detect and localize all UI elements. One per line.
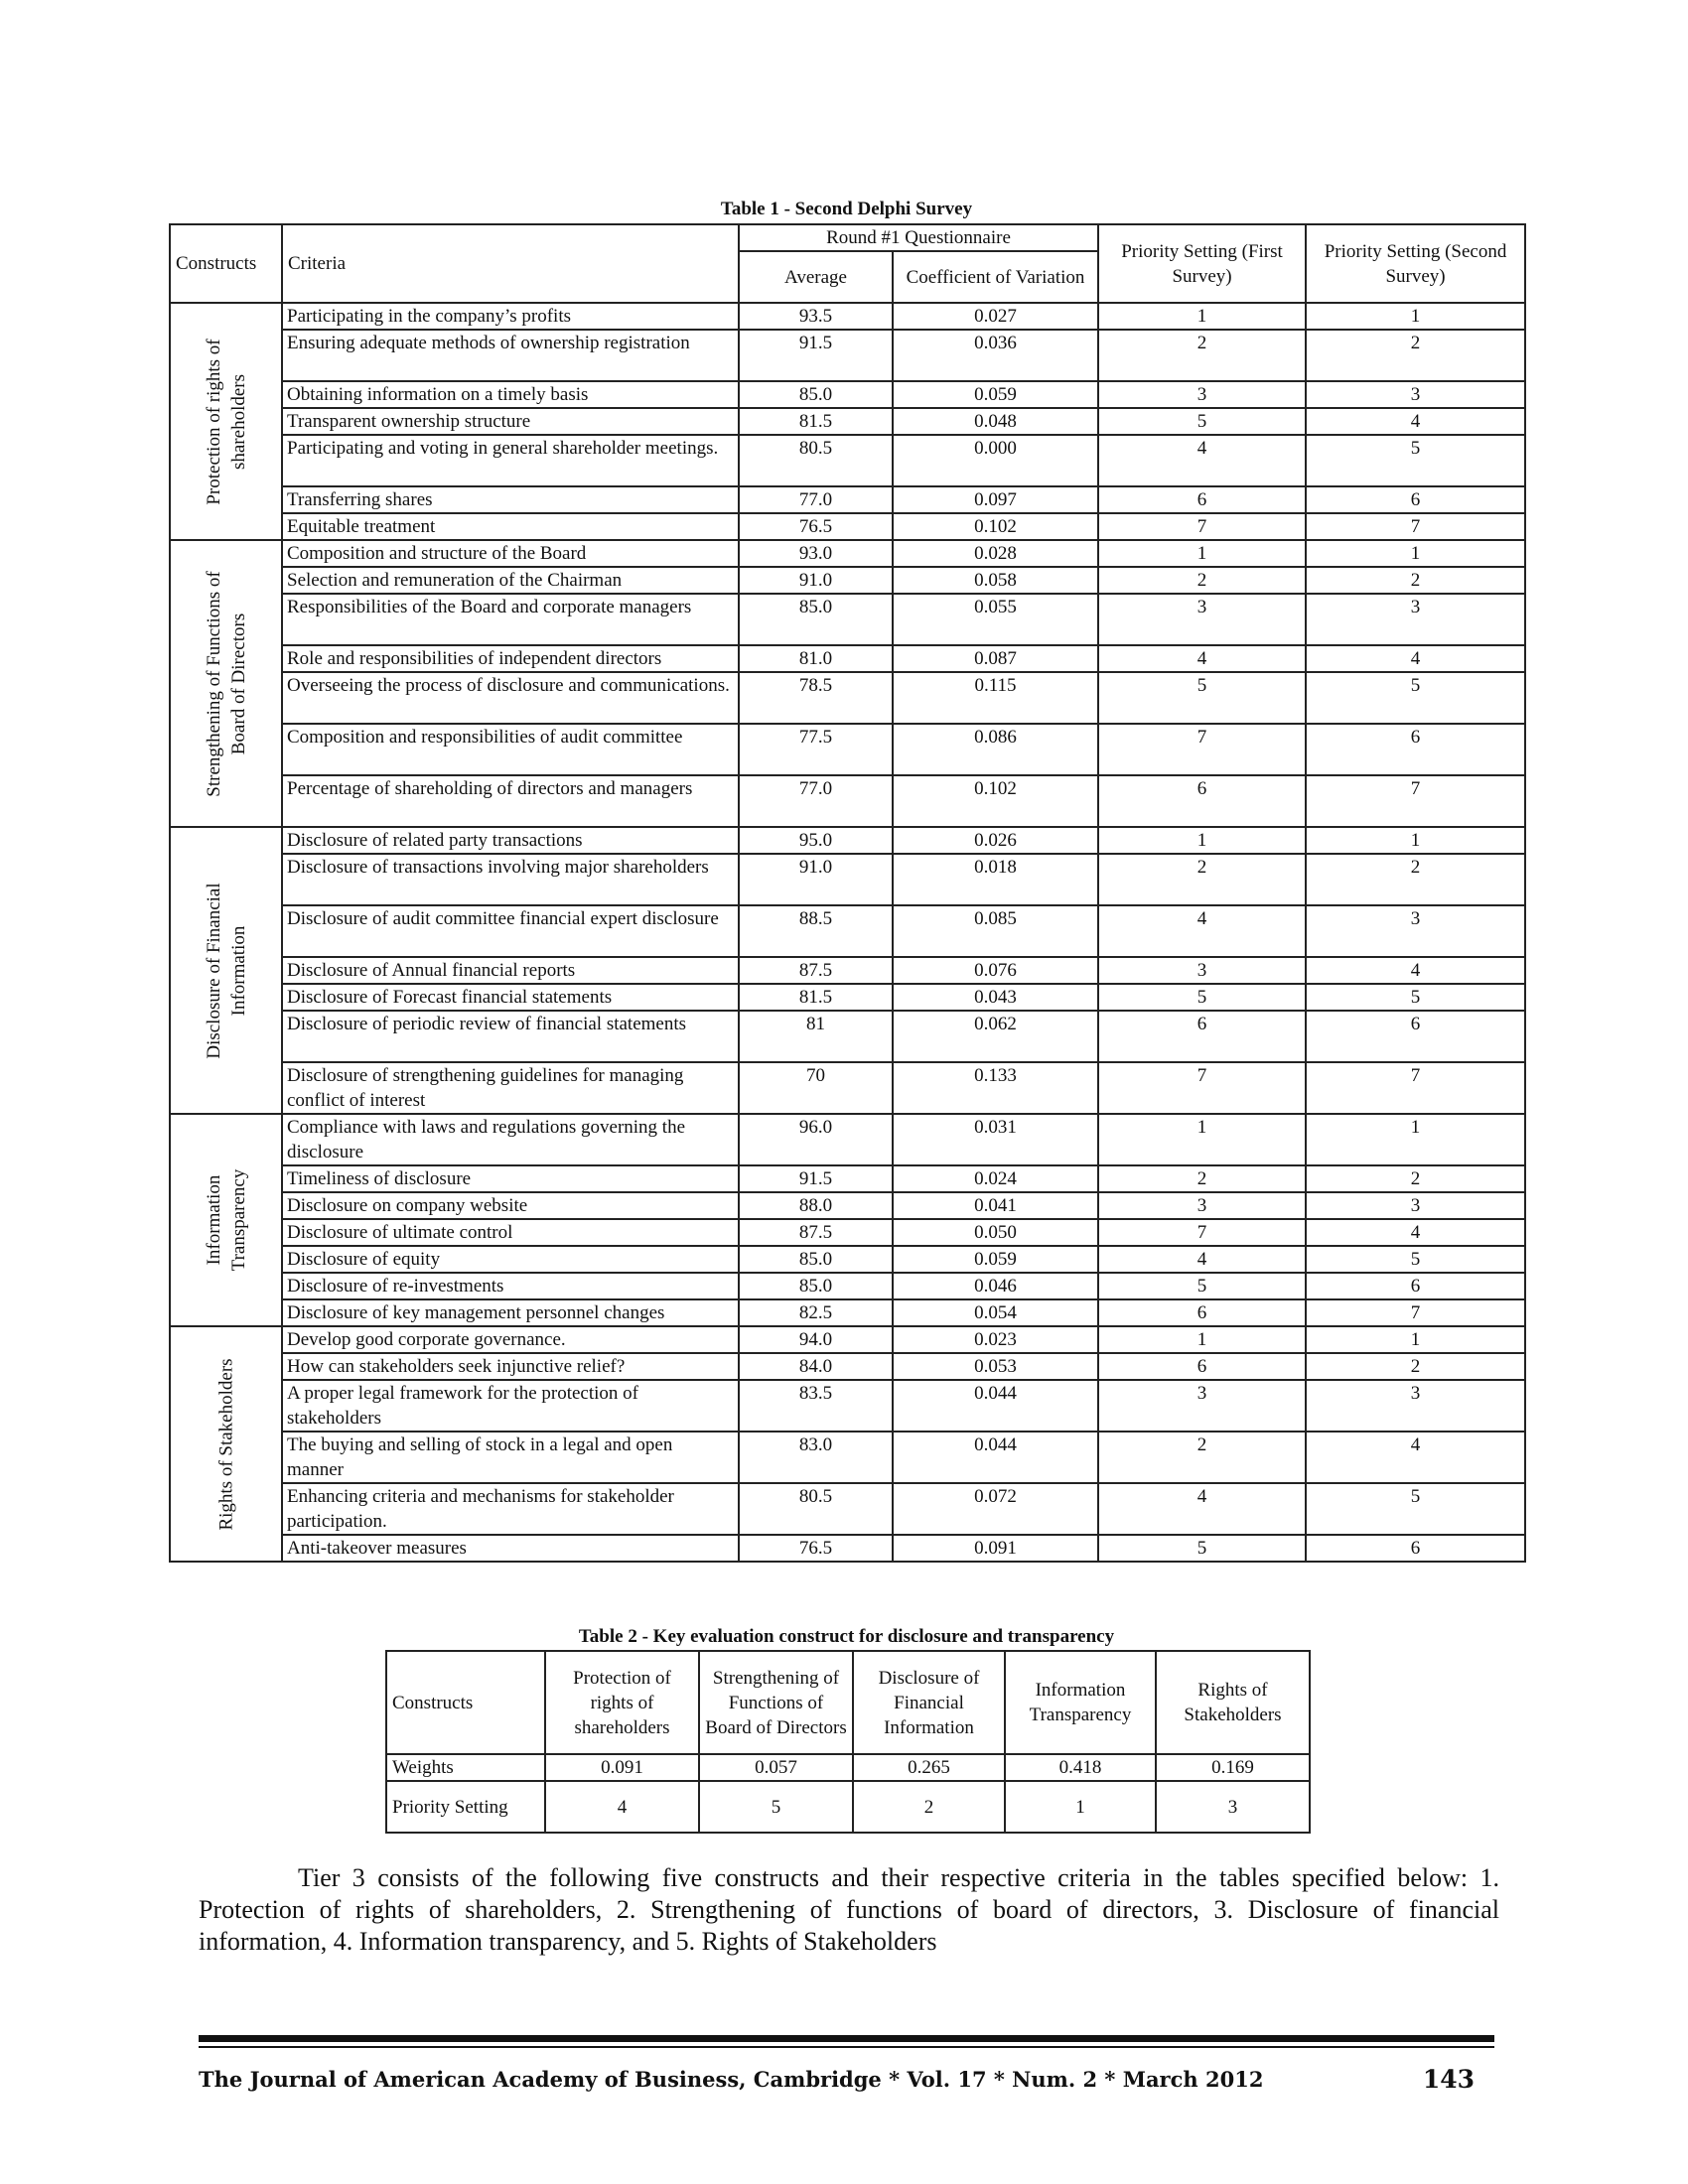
priority-second-cell: 2 xyxy=(1306,1165,1525,1192)
cv-cell: 0.058 xyxy=(893,567,1098,594)
table2-col-header: Protection of rights of shareholders xyxy=(545,1651,699,1754)
priority-second-cell: 6 xyxy=(1306,1535,1525,1562)
average-cell: 77.5 xyxy=(739,724,893,775)
cv-cell: 0.086 xyxy=(893,724,1098,775)
table-row xyxy=(170,1483,1525,1535)
criterion-cell: Disclosure of audit committee financial expert disclosure xyxy=(282,905,739,957)
priority-first-cell: 3 xyxy=(1098,1192,1306,1219)
priority-second-cell: 7 xyxy=(1306,775,1525,827)
table-row xyxy=(170,1165,1525,1192)
cv-cell: 0.048 xyxy=(893,408,1098,435)
header-constructs: Constructs xyxy=(170,224,282,303)
weight-value: 0.265 xyxy=(853,1754,1005,1781)
cv-cell: 0.102 xyxy=(893,513,1098,540)
priority-first-cell: 6 xyxy=(1098,775,1306,827)
priority-second-cell: 1 xyxy=(1306,1326,1525,1353)
priority-second-cell: 3 xyxy=(1306,1380,1525,1432)
table-row xyxy=(170,1273,1525,1299)
priority-second-cell: 5 xyxy=(1306,672,1525,724)
priority-first-cell: 2 xyxy=(1098,1165,1306,1192)
cv-cell: 0.041 xyxy=(893,1192,1098,1219)
priority-second-cell: 4 xyxy=(1306,957,1525,984)
cv-cell: 0.026 xyxy=(893,827,1098,854)
priority-first-cell: 4 xyxy=(1098,1246,1306,1273)
average-cell: 81.5 xyxy=(739,408,893,435)
priority-first-cell: 1 xyxy=(1098,1114,1306,1165)
criterion-cell: How can stakeholders seek injunctive relief? xyxy=(282,1353,739,1380)
average-cell: 96.0 xyxy=(739,1114,893,1165)
average-cell: 81 xyxy=(739,1011,893,1062)
key-evaluation-construct-table xyxy=(385,1650,1311,1834)
cv-cell: 0.024 xyxy=(893,1165,1098,1192)
criterion-cell: The buying and selling of stock in a legal and open manner xyxy=(282,1432,739,1483)
priority-value: 4 xyxy=(545,1781,699,1833)
priority-second-cell: 6 xyxy=(1306,486,1525,513)
priority-second-cell: 3 xyxy=(1306,1192,1525,1219)
table-row xyxy=(170,1326,1525,1353)
priority-second-cell: 6 xyxy=(1306,1011,1525,1062)
priority-first-cell: 1 xyxy=(1098,540,1306,567)
priority-first-cell: 5 xyxy=(1098,1273,1306,1299)
priority-second-cell: 5 xyxy=(1306,1483,1525,1535)
priority-first-cell: 7 xyxy=(1098,1219,1306,1246)
priority-first-cell: 3 xyxy=(1098,1380,1306,1432)
criterion-cell: Disclosure of related party transactions xyxy=(282,827,739,854)
table-row xyxy=(170,724,1525,775)
table-row xyxy=(170,645,1525,672)
header-criteria: Criteria xyxy=(282,224,739,303)
table-row xyxy=(170,827,1525,854)
average-cell: 85.0 xyxy=(739,381,893,408)
construct-label: Strengthening of Functions of Board of Directors xyxy=(203,570,249,797)
average-cell: 87.5 xyxy=(739,957,893,984)
priority-second-cell: 2 xyxy=(1306,330,1525,381)
cv-cell: 0.091 xyxy=(893,1535,1098,1562)
criterion-cell: Disclosure of Annual financial reports xyxy=(282,957,739,984)
criterion-cell: Disclosure of ultimate control xyxy=(282,1219,739,1246)
table-row xyxy=(170,957,1525,984)
cv-cell: 0.031 xyxy=(893,1114,1098,1165)
average-cell: 93.5 xyxy=(739,303,893,330)
priority-first-cell: 1 xyxy=(1098,303,1306,330)
cv-cell: 0.018 xyxy=(893,854,1098,905)
priority-first-cell: 7 xyxy=(1098,513,1306,540)
priority-first-cell: 3 xyxy=(1098,957,1306,984)
criterion-cell: Disclosure of key management personnel changes xyxy=(282,1299,739,1326)
criterion-cell: Role and responsibilities of independent directors xyxy=(282,645,739,672)
construct-cell xyxy=(170,303,282,540)
priority-first-cell: 4 xyxy=(1098,1483,1306,1535)
criterion-cell: Obtaining information on a timely basis xyxy=(282,381,739,408)
priority-first-cell: 5 xyxy=(1098,408,1306,435)
second-delphi-survey-table xyxy=(169,223,1526,1563)
average-cell: 91.0 xyxy=(739,854,893,905)
average-cell: 91.5 xyxy=(739,330,893,381)
table-row xyxy=(170,1062,1525,1114)
average-cell: 77.0 xyxy=(739,775,893,827)
header-priority-first: Priority Setting (First Survey) xyxy=(1098,224,1306,303)
construct-cell xyxy=(170,1326,282,1562)
priority-second-cell: 1 xyxy=(1306,827,1525,854)
average-cell: 76.5 xyxy=(739,513,893,540)
priority-first-cell: 2 xyxy=(1098,1432,1306,1483)
table-row xyxy=(170,303,1525,330)
table2-col-header: Rights of Stakeholders xyxy=(1156,1651,1310,1754)
table-row xyxy=(170,567,1525,594)
table2-col-header: Strengthening of Functions of Board of Directors xyxy=(699,1651,853,1754)
priority-value: 5 xyxy=(699,1781,853,1833)
header-average: Average xyxy=(739,251,893,303)
priority-first-cell: 2 xyxy=(1098,567,1306,594)
cv-cell: 0.059 xyxy=(893,1246,1098,1273)
table-row xyxy=(170,486,1525,513)
cv-cell: 0.087 xyxy=(893,645,1098,672)
criterion-cell: Disclosure of equity xyxy=(282,1246,739,1273)
cv-cell: 0.053 xyxy=(893,1353,1098,1380)
table-row xyxy=(170,1219,1525,1246)
criterion-cell: Enhancing criteria and mechanisms for stakeholder participation. xyxy=(282,1483,739,1535)
table-row xyxy=(170,775,1525,827)
priority-first-cell: 3 xyxy=(1098,594,1306,645)
criterion-cell: Anti-takeover measures xyxy=(282,1535,739,1562)
header-coefficient-of-variation: Coefficient of Variation xyxy=(893,251,1098,303)
table-row xyxy=(170,1192,1525,1219)
table-row xyxy=(170,1246,1525,1273)
cv-cell: 0.044 xyxy=(893,1380,1098,1432)
priority-second-cell: 1 xyxy=(1306,540,1525,567)
priority-second-cell: 4 xyxy=(1306,1432,1525,1483)
priority-first-cell: 6 xyxy=(1098,1353,1306,1380)
priority-first-cell: 3 xyxy=(1098,381,1306,408)
page-number: 143 xyxy=(1422,2065,1475,2094)
table-row xyxy=(170,1299,1525,1326)
header-priority-second: Priority Setting (Second Survey) xyxy=(1306,224,1525,303)
table2-caption: Table 2 - Key evaluation construct for disclosure and transparency xyxy=(578,1626,1115,1647)
average-cell: 83.5 xyxy=(739,1380,893,1432)
priority-second-cell: 7 xyxy=(1306,1062,1525,1114)
priority-second-cell: 4 xyxy=(1306,408,1525,435)
cv-cell: 0.085 xyxy=(893,905,1098,957)
table-row xyxy=(170,1380,1525,1432)
criterion-cell: Disclosure of periodic review of financial statements xyxy=(282,1011,739,1062)
criterion-cell: Equitable treatment xyxy=(282,513,739,540)
average-cell: 76.5 xyxy=(739,1535,893,1562)
weight-value: 0.169 xyxy=(1156,1754,1310,1781)
priority-first-cell: 5 xyxy=(1098,984,1306,1011)
priority-second-cell: 4 xyxy=(1306,1219,1525,1246)
priority-first-cell: 6 xyxy=(1098,1011,1306,1062)
average-cell: 88.5 xyxy=(739,905,893,957)
priority-second-cell: 2 xyxy=(1306,1353,1525,1380)
average-cell: 87.5 xyxy=(739,1219,893,1246)
criterion-cell: Timeliness of disclosure xyxy=(282,1165,739,1192)
criterion-cell: Participating and voting in general shareholder meetings. xyxy=(282,435,739,486)
criterion-cell: Ensuring adequate methods of ownership registration xyxy=(282,330,739,381)
average-cell: 80.5 xyxy=(739,1483,893,1535)
priority-second-cell: 5 xyxy=(1306,435,1525,486)
average-cell: 70 xyxy=(739,1062,893,1114)
criterion-cell: Percentage of shareholding of directors and managers xyxy=(282,775,739,827)
criterion-cell: Participating in the company’s profits xyxy=(282,303,739,330)
priority-second-cell: 3 xyxy=(1306,381,1525,408)
criterion-cell: Disclosure of re-investments xyxy=(282,1273,739,1299)
criterion-cell: Compliance with laws and regulations governing the disclosure xyxy=(282,1114,739,1165)
priority-first-cell: 6 xyxy=(1098,1299,1306,1326)
table-row xyxy=(170,1011,1525,1062)
table-row xyxy=(170,513,1525,540)
priority-first-cell: 5 xyxy=(1098,1535,1306,1562)
cv-cell: 0.054 xyxy=(893,1299,1098,1326)
table1-caption: Table 1 - Second Delphi Survey xyxy=(720,199,973,219)
table-row xyxy=(170,1432,1525,1483)
criterion-cell: Composition and responsibilities of audit committee xyxy=(282,724,739,775)
priority-first-cell: 4 xyxy=(1098,905,1306,957)
priority-first-cell: 1 xyxy=(1098,1326,1306,1353)
average-cell: 93.0 xyxy=(739,540,893,567)
priority-second-cell: 6 xyxy=(1306,724,1525,775)
priority-second-cell: 7 xyxy=(1306,513,1525,540)
cv-cell: 0.023 xyxy=(893,1326,1098,1353)
average-cell: 81.5 xyxy=(739,984,893,1011)
construct-label: Disclosure of Financial Information xyxy=(203,882,249,1059)
priority-first-cell: 7 xyxy=(1098,724,1306,775)
cv-cell: 0.036 xyxy=(893,330,1098,381)
cv-cell: 0.059 xyxy=(893,381,1098,408)
average-cell: 91.5 xyxy=(739,1165,893,1192)
criterion-cell: Transferring shares xyxy=(282,486,739,513)
table-row xyxy=(170,381,1525,408)
priority-first-cell: 4 xyxy=(1098,645,1306,672)
construct-cell xyxy=(170,540,282,827)
criterion-cell: Disclosure of strengthening guidelines for managing conflict of interest xyxy=(282,1062,739,1114)
table-row xyxy=(170,540,1525,567)
criterion-cell: Develop good corporate governance. xyxy=(282,1326,739,1353)
table-row xyxy=(170,854,1525,905)
weights-label: Weights xyxy=(386,1754,545,1781)
cv-cell: 0.027 xyxy=(893,303,1098,330)
priority-second-cell: 2 xyxy=(1306,567,1525,594)
priority-second-cell: 5 xyxy=(1306,1246,1525,1273)
priority-second-cell: 5 xyxy=(1306,984,1525,1011)
criterion-cell: Selection and remuneration of the Chairman xyxy=(282,567,739,594)
table-row xyxy=(170,330,1525,381)
average-cell: 85.0 xyxy=(739,594,893,645)
priority-first-cell: 2 xyxy=(1098,854,1306,905)
priority-second-cell: 1 xyxy=(1306,1114,1525,1165)
criterion-cell: Disclosure of transactions involving major shareholders xyxy=(282,854,739,905)
construct-label: Information Transparency xyxy=(203,1168,249,1272)
average-cell: 78.5 xyxy=(739,672,893,724)
cv-cell: 0.097 xyxy=(893,486,1098,513)
table2-corner: Constructs xyxy=(386,1651,545,1754)
weight-value: 0.091 xyxy=(545,1754,699,1781)
priority-second-cell: 7 xyxy=(1306,1299,1525,1326)
criterion-cell: Disclosure on company website xyxy=(282,1192,739,1219)
table-row xyxy=(170,1535,1525,1562)
table-row xyxy=(170,1353,1525,1380)
average-cell: 91.0 xyxy=(739,567,893,594)
cv-cell: 0.000 xyxy=(893,435,1098,486)
cv-cell: 0.050 xyxy=(893,1219,1098,1246)
average-cell: 85.0 xyxy=(739,1273,893,1299)
criterion-cell: Disclosure of Forecast financial statements xyxy=(282,984,739,1011)
average-cell: 83.0 xyxy=(739,1432,893,1483)
average-cell: 94.0 xyxy=(739,1326,893,1353)
priority-second-cell: 4 xyxy=(1306,645,1525,672)
cv-cell: 0.115 xyxy=(893,672,1098,724)
construct-cell xyxy=(170,1114,282,1326)
priority-value: 2 xyxy=(853,1781,1005,1833)
table-row xyxy=(170,594,1525,645)
weight-value: 0.418 xyxy=(1005,1754,1156,1781)
priority-value: 3 xyxy=(1156,1781,1310,1833)
priority-first-cell: 5 xyxy=(1098,672,1306,724)
average-cell: 80.5 xyxy=(739,435,893,486)
priority-second-cell: 2 xyxy=(1306,854,1525,905)
priority-first-cell: 7 xyxy=(1098,1062,1306,1114)
cv-cell: 0.028 xyxy=(893,540,1098,567)
table-row xyxy=(170,435,1525,486)
table-row xyxy=(170,672,1525,724)
average-cell: 95.0 xyxy=(739,827,893,854)
header-round-questionnaire: Round #1 Questionnaire xyxy=(739,224,1098,251)
footer-rule-thick xyxy=(199,2035,1494,2042)
average-cell: 85.0 xyxy=(739,1246,893,1273)
footer-rule-thin xyxy=(199,2046,1494,2048)
construct-cell xyxy=(170,827,282,1114)
cv-cell: 0.043 xyxy=(893,984,1098,1011)
average-cell: 84.0 xyxy=(739,1353,893,1380)
table-row xyxy=(170,408,1525,435)
table-row xyxy=(170,1114,1525,1165)
cv-cell: 0.072 xyxy=(893,1483,1098,1535)
priority-second-cell: 6 xyxy=(1306,1273,1525,1299)
construct-label: Protection of rights of shareholders xyxy=(203,338,249,505)
priority-first-cell: 4 xyxy=(1098,435,1306,486)
table-row xyxy=(170,905,1525,957)
cv-cell: 0.133 xyxy=(893,1062,1098,1114)
criterion-cell: Overseeing the process of disclosure and communications. xyxy=(282,672,739,724)
priority-first-cell: 6 xyxy=(1098,486,1306,513)
cv-cell: 0.102 xyxy=(893,775,1098,827)
priority-value: 1 xyxy=(1005,1781,1156,1833)
table2-col-header: Information Transparency xyxy=(1005,1651,1156,1754)
criterion-cell: A proper legal framework for the protection of stakeholders xyxy=(282,1380,739,1432)
criterion-cell: Responsibilities of the Board and corporate managers xyxy=(282,594,739,645)
average-cell: 77.0 xyxy=(739,486,893,513)
cv-cell: 0.055 xyxy=(893,594,1098,645)
priority-second-cell: 1 xyxy=(1306,303,1525,330)
body-paragraph: Tier 3 consists of the following five constructs and their respective criteria in the tables specified below: 1. Protection of rights of shareholders, 2. Strengthening of functions of board of directors, 3. Disclosure of financial information, 4. Information transparency, and 5. Rights of Stakeholders xyxy=(199,1863,1499,1956)
table2-col-header: Disclosure of Financial Information xyxy=(853,1651,1005,1754)
cv-cell: 0.046 xyxy=(893,1273,1098,1299)
average-cell: 81.0 xyxy=(739,645,893,672)
priority-label: Priority Setting xyxy=(386,1781,545,1833)
criterion-cell: Transparent ownership structure xyxy=(282,408,739,435)
average-cell: 82.5 xyxy=(739,1299,893,1326)
priority-second-cell: 3 xyxy=(1306,905,1525,957)
journal-title: The Journal of American Academy of Business, Cambridge * Vol. 17 * Num. 2 * March 2012 xyxy=(199,2067,1264,2092)
average-cell: 88.0 xyxy=(739,1192,893,1219)
priority-second-cell: 3 xyxy=(1306,594,1525,645)
weight-value: 0.057 xyxy=(699,1754,853,1781)
cv-cell: 0.062 xyxy=(893,1011,1098,1062)
construct-label: Rights of Stakeholders xyxy=(215,1357,236,1531)
criterion-cell: Composition and structure of the Board xyxy=(282,540,739,567)
table-row xyxy=(170,984,1525,1011)
priority-first-cell: 1 xyxy=(1098,827,1306,854)
cv-cell: 0.076 xyxy=(893,957,1098,984)
priority-first-cell: 2 xyxy=(1098,330,1306,381)
cv-cell: 0.044 xyxy=(893,1432,1098,1483)
